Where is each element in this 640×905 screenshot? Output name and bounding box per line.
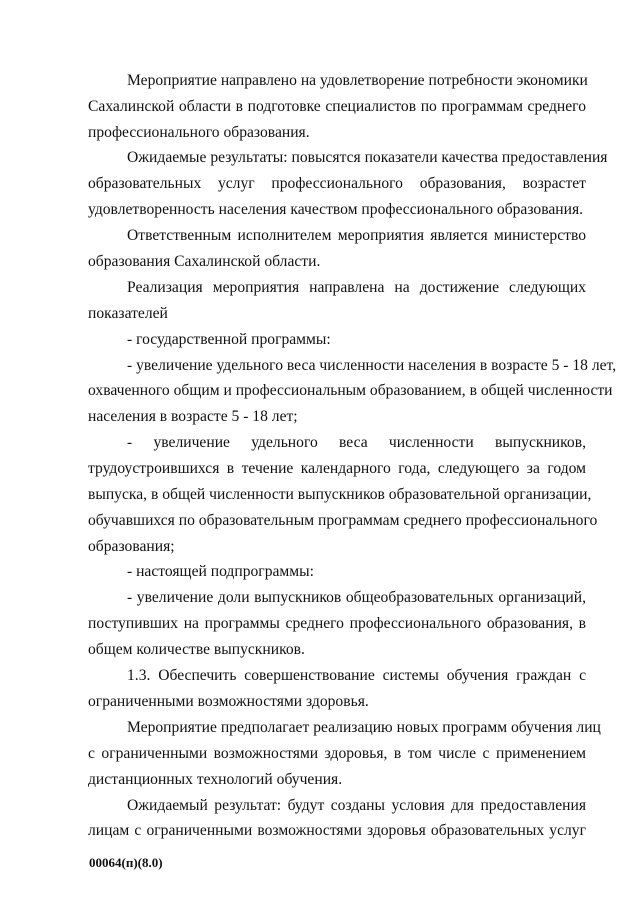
text-line: - увеличение доли выпускников общеобразовательных организаций,: [127, 589, 586, 606]
text-line: лицам с ограниченными возможностями здоровья образовательных услуг: [88, 822, 586, 839]
text-line: Ожидаемый результат: будут созданы условия для предоставления: [127, 797, 586, 814]
text-line: общем количестве выпускников.: [88, 641, 305, 658]
text-line: населения в возрасте 5 - 18 лет;: [88, 408, 298, 425]
text-line: 1.3. Обеспечить совершенствование системы обучения граждан с: [127, 667, 586, 684]
text-line: с ограниченными возможностями здоровья, в том числе с применением: [88, 745, 586, 762]
text-line: дистанционных технологий обучения.: [88, 771, 343, 788]
text-line: обучавшихся по образовательным программам среднего профессионального: [88, 512, 598, 529]
text-line: Ожидаемые результаты: повысятся показатели качества предоставления: [127, 149, 608, 166]
text-line: - государственной программы:: [127, 331, 331, 348]
text-line: образования;: [88, 538, 175, 555]
text-line: - увеличение удельного веса численности выпускников,: [127, 434, 586, 451]
text-line: Мероприятие направлено на удовлетворение потребности экономики: [127, 72, 588, 89]
text-line: образования Сахалинской области.: [88, 253, 321, 270]
text-line: Реализация мероприятия направлена на достижение следующих: [127, 279, 586, 296]
text-line: охваченного общим и профессиональным образованием, в общей численности: [88, 382, 613, 399]
text-line: Сахалинской области в подготовке специалистов по программам среднего: [88, 98, 586, 115]
text-line: Мероприятие предполагает реализацию новых программ обучения лиц: [127, 719, 601, 736]
text-line: профессионального образования.: [88, 124, 310, 141]
text-line: образовательных услуг профессионального образования, возрастет: [88, 175, 586, 192]
text-line: показателей: [88, 305, 168, 322]
text-line: - настоящей подпрограммы:: [127, 563, 314, 580]
text-line: удовлетворенность населения качеством профессионального образования.: [88, 201, 584, 218]
text-line: - увеличение удельного веса численности населения в возрасте 5 - 18 лет,: [127, 357, 617, 374]
text-line: ограниченными возможностями здоровья.: [88, 693, 369, 710]
text-line: Ответственным исполнителем мероприятия является министерство: [127, 227, 586, 244]
text-line: выпуска, в общей численности выпускников образовательной организации,: [88, 486, 592, 503]
footer-code: 00064(п)(8.0): [89, 855, 163, 870]
text-line: трудоустроившихся в течение календарного года, следующего за годом: [88, 460, 586, 477]
text-line: поступивших на программы среднего профессионального образования, в: [88, 615, 586, 632]
